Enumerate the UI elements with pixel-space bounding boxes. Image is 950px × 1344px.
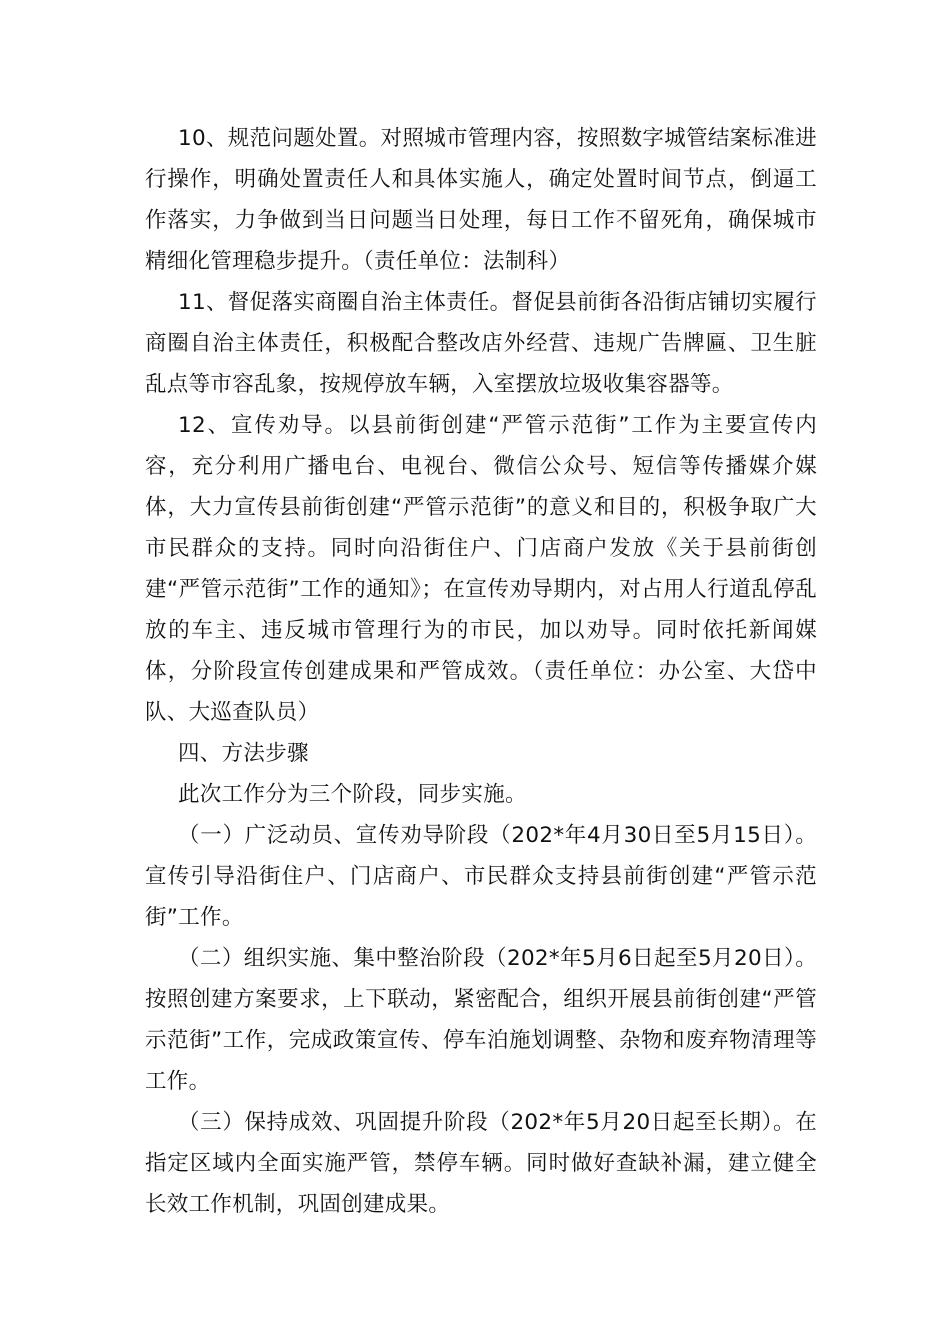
paragraph-stage-3: （三）保持成效、巩固提升阶段（202*年5月20日起至长期）。在指定区域内全面实施严管，禁停车辆。同时做好查缺补漏，建立健全长效工作机制，巩固创建成果。: [145, 1110, 817, 1217]
document-body: [145, 118, 817, 1225]
paragraph-item-11: 11、督促落实商圈自治主体责任。督促县前街各沿街店铺切实履行商圈自治主体责任，积极配合整改店外经营、违规广告牌匾、卫生脏乱点等市容乱象，按规停放车辆，入室摆放垃圾收集容器等。: [145, 290, 817, 397]
paragraph-item-10: 10、规范问题处置。对照城市管理内容，按照数字城管结案标准进行操作，明确处置责任人和具体实施人，确定处置时间节点，倒逼工作落实，力争做到当日问题当日处理，每日工作不留死角，确保城市精细化管理稳步提升。（责任单位：法制科）: [145, 126, 817, 274]
paragraph-stage-1: （一）广泛动员、宣传劝导阶段（202*年4月30日至5月15日）。宣传引导沿街住户、门店商户、市民群众支持县前街创建“严管示范街”工作。: [145, 823, 817, 930]
paragraph-item-12: 12、宣传劝导。以县前街创建“严管示范街”工作为主要宣传内容，充分利用广播电台、电视台、微信公众号、短信等传播媒介媒体，大力宣传县前街创建“严管示范街”的意义和目的，积极争取广大市民群众的支持。同时向沿街住户、门店商户发放《关于县前街创建“严管示范街”工作的通知》；在宣传劝导期内，对占用人行道乱停乱放的车主、违反城市管理行为的市民，加以劝导。同时依托新闻媒体，分阶段宣传创建成果和严管成效。（责任单位：办公室、大岱中队、大巡查队员）: [145, 413, 817, 725]
paragraph-stage-2: （二）组织实施、集中整治阶段（202*年5月6日起至5月20日）。按照创建方案要求，上下联动，紧密配合，组织开展县前街创建“严管示范街”工作，完成政策宣传、停车泊施划调整、杂物和废弃物清理等工作。: [145, 946, 817, 1094]
paragraph-section-intro: 此次工作分为三个阶段，同步实施。: [178, 782, 527, 807]
section-heading-methods: 四、方法步骤: [178, 741, 309, 766]
